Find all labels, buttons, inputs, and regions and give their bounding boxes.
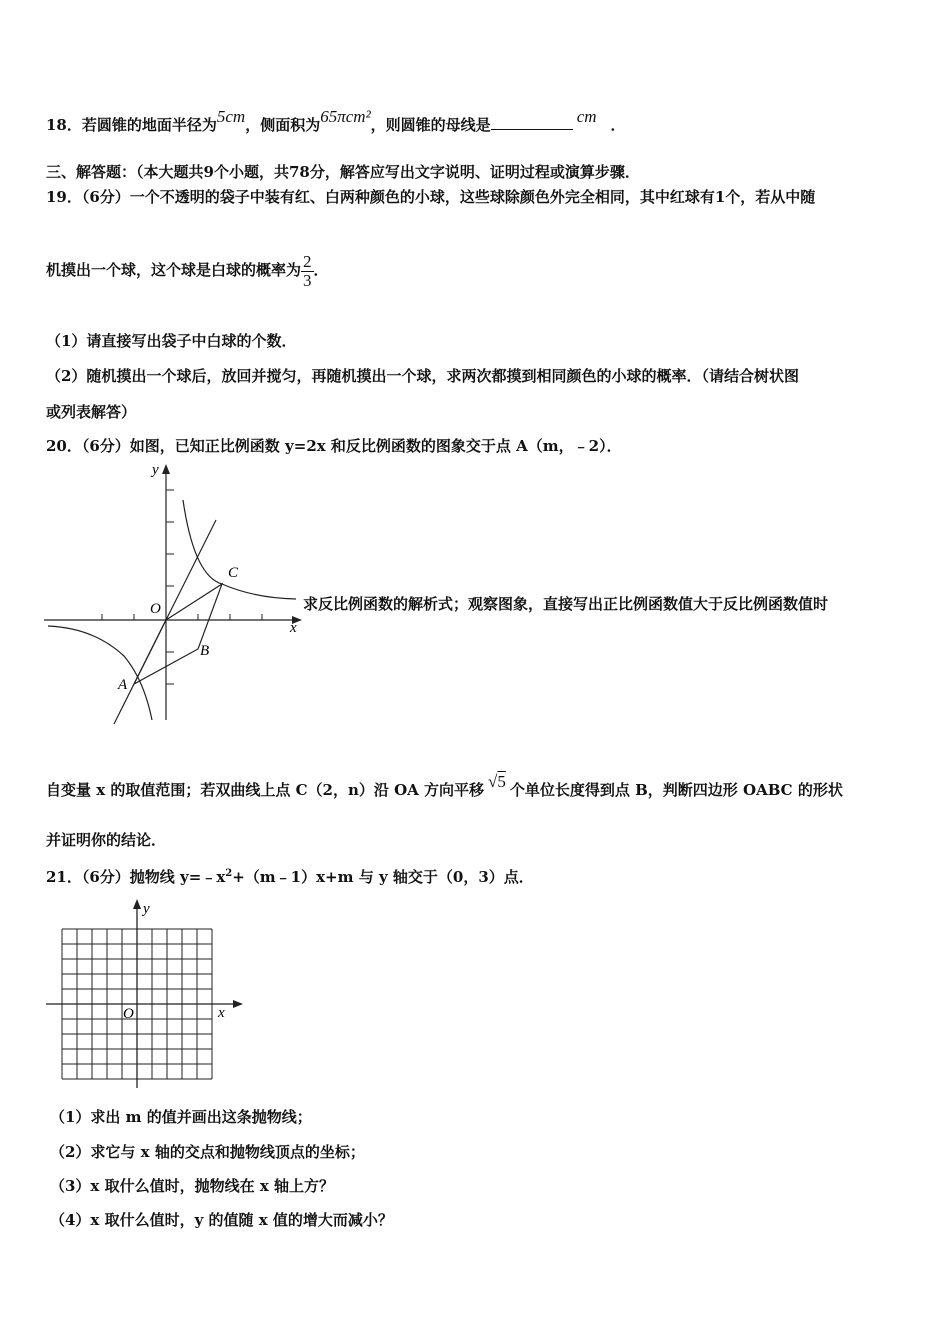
q20-line-3 (46, 772, 843, 800)
q21-line-1a: 21．（6分）抛物线 y=﹣x (46, 868, 226, 886)
q18-text-1: 若圆锥的地面半径为 (81, 116, 217, 134)
q21-part-4: （4）x 取什么值时，y 的值随 x 值的增大而减小？ (50, 1211, 393, 1229)
q21-part-3: （3）x 取什么值时，抛物线在 x 轴上方？ (50, 1177, 334, 1195)
q20-sqrt: √5 (488, 772, 506, 791)
q20-label-a: A (118, 677, 128, 693)
q21-part-2: （2）求它与 x 轴的交点和抛物线顶点的坐标； (50, 1143, 365, 1161)
q18-line (46, 107, 626, 135)
q19-frac-num: 2 (303, 251, 312, 271)
q20-label-y: y (152, 462, 159, 478)
q20-line-1: 20．（6分）如图，已知正比例函数 y=2x 和反比例函数的图象交于点 A（m，﹣2）． (46, 437, 622, 455)
q18-number: 18． (46, 116, 82, 134)
q21-label-y: y (143, 901, 150, 917)
q20-line-4: 并证明你的结论． (46, 831, 167, 849)
q21-y-arrow (133, 899, 141, 909)
q18-area: 65πcm² (320, 107, 371, 126)
q20-sqrt-value: 5 (497, 772, 506, 791)
q20-line-3b: 个单位长度得到点 B，判断四边形 OABC 的形状 (509, 781, 843, 799)
q18-radius: 5cm (216, 107, 246, 126)
q21-line-1b: +（m﹣1）x+m 与 y 轴交于（0，3）点． (232, 868, 534, 886)
q21-line-1 (46, 864, 534, 887)
q21-part-1: （1）求出 m 的值并画出这条抛物线； (50, 1108, 312, 1126)
q21-x-arrow (233, 1000, 243, 1008)
q20-y-arrow (162, 464, 170, 474)
q19-line-2-end: ． (313, 261, 329, 279)
section-heading: 三、解答题：（本大题共9个小题，共78分，解答应写出文字说明、证明过程或演算步骤． (46, 163, 640, 181)
q19-frac-den: 3 (303, 270, 312, 290)
q19-line-2-text: 机摸出一个球，这个球是白球的概率为 (46, 261, 302, 279)
q20-label-b: B (200, 643, 210, 659)
q19-part-1: （1）请直接写出袋子中白球的个数． (46, 332, 297, 350)
q21-exponent: 2 (225, 868, 233, 879)
q20-label-o: O (150, 601, 161, 617)
q18-answer-blank[interactable] (491, 115, 573, 130)
q18-text-2: ，侧面积为 (245, 116, 321, 134)
q20-hyperbola-upper (183, 500, 296, 599)
q20-hyperbola-lower (48, 626, 152, 720)
q19-line-1: 19．（6分）一个不透明的袋子中装有红、白两种颜色的小球，这些球除颜色外完全相同，其中红球有1个，若从中随 (46, 188, 816, 206)
q19-line-2 (46, 250, 329, 290)
q20-line-3a: 自变量 x 的取值范围；若双曲线上点 C（2，n）沿 OA 方向平移 (46, 781, 485, 799)
q18-text-3: ，则圆锥的母线是 (370, 116, 491, 134)
q19-part-2: （2）随机摸出一个球后，放回并搅匀，再随机摸出一个球，求两次都摸到相同颜色的小球的概率．（请结合树状图 (46, 367, 799, 385)
q20-quadrilateral (134, 584, 222, 684)
q19-probability-fraction (301, 253, 314, 290)
q19-part-2-cont: 或列表解答） (46, 403, 137, 421)
q18-text-4: ． (610, 116, 626, 134)
q18-unit: cm (576, 107, 597, 126)
q20-side-text: 求反比例函数的解析式；观察图象，直接写出正比例函数值大于反比例函数值时 (303, 595, 829, 613)
q20-figure (44, 458, 306, 726)
q20-label-c: C (228, 565, 239, 581)
q20-label-x: x (290, 620, 297, 636)
q21-label-x: x (218, 1005, 225, 1021)
q21-grid-figure (44, 894, 246, 1090)
q21-label-o: O (123, 1006, 134, 1022)
